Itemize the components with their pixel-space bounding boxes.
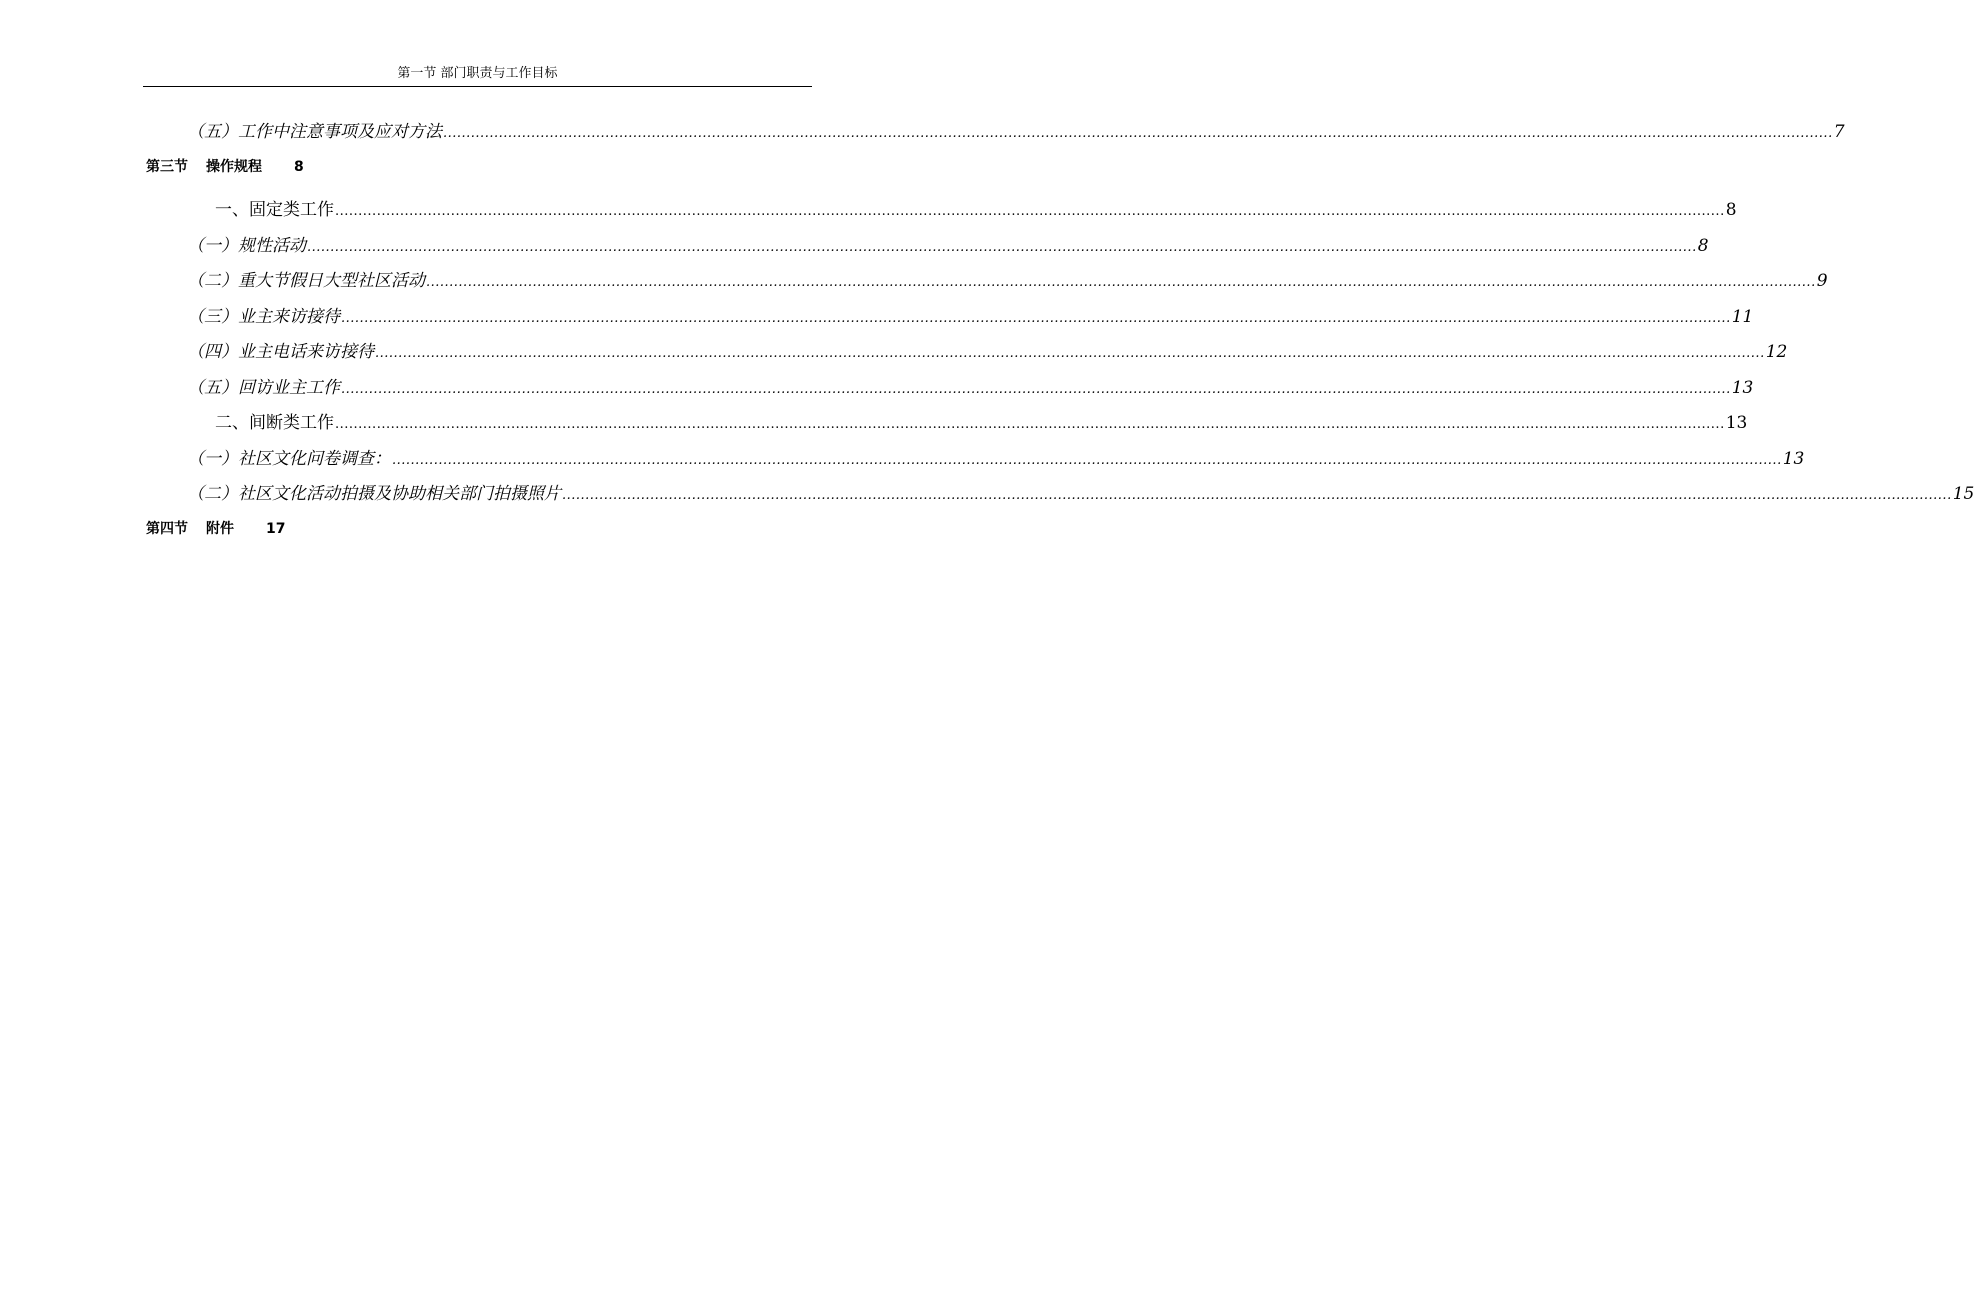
toc-entry-title: （五）工作中注意事项及应对方法 <box>187 122 442 142</box>
toc-leader-dots: ............................................................................................................................................................................................................................................................................................................ <box>335 204 1725 219</box>
toc-entry-title: （一）规性活动 <box>187 236 306 256</box>
toc-entry-title: 二、间断类工作 <box>215 413 334 433</box>
toc-section-number: 第三节 <box>146 159 188 175</box>
toc-leader-dots: ............................................................................................................................................................................................................................................................................................................ <box>375 346 1765 361</box>
toc-entry[interactable] <box>187 304 1754 330</box>
toc-section-heading[interactable] <box>146 516 285 542</box>
toc-entry[interactable] <box>187 339 1788 365</box>
toc-entry[interactable] <box>187 119 1845 145</box>
toc-leader-dots: ............................................................................................................................................................................................................................................................................................................ <box>443 126 1833 141</box>
toc-leader-dots: ............................................................................................................................................................................................................................................................................................................ <box>341 382 1731 397</box>
toc-leader-dots: ............................................................................................................................................................................................................................................................................................................ <box>341 311 1731 326</box>
toc-leader-dots: ............................................................................................................................................................................................................................................................................................................ <box>335 417 1725 432</box>
toc-entry-page: 8 <box>1697 236 1709 256</box>
toc-entry-title: （三）业主来访接待 <box>187 307 340 327</box>
toc-entry-title: （二）社区文化活动拍摄及协助相关部门拍摄照片 <box>187 484 561 504</box>
toc-section-number: 第四节 <box>146 521 188 537</box>
toc-entry-page: 13 <box>1725 413 1748 433</box>
toc-entry-page: 11 <box>1731 307 1754 327</box>
toc-section-page: 8 <box>294 159 304 175</box>
toc-leader-dots: ............................................................................................................................................................................................................................................................................................................ <box>392 453 1782 468</box>
toc-entry[interactable] <box>187 268 1828 294</box>
toc-entry[interactable] <box>187 446 1805 472</box>
toc-entry[interactable] <box>187 481 1974 507</box>
toc-entry-page: 13 <box>1731 378 1754 398</box>
toc-entry[interactable] <box>187 233 1709 259</box>
toc-entry-title: （四）业主电话来访接待 <box>187 342 374 362</box>
toc-entry-page: 9 <box>1816 271 1828 291</box>
toc-entry[interactable] <box>187 375 1754 401</box>
toc-leader-dots: ............................................................................................................................................................................................................................................................................................................ <box>426 275 1816 290</box>
toc-section-heading[interactable] <box>146 154 304 180</box>
toc-leader-dots: ............................................................................................................................................................................................................................................................................................................ <box>307 240 1697 255</box>
toc-entry-page: 12 <box>1765 342 1788 362</box>
toc-entry[interactable] <box>215 410 1748 436</box>
toc-entry-page: 7 <box>1833 122 1845 142</box>
toc-section-title: 附件 <box>206 521 234 537</box>
toc-leader-dots: ............................................................................................................................................................................................................................................................................................................ <box>562 488 1952 503</box>
toc-entry[interactable] <box>215 197 1737 223</box>
page-header <box>143 64 812 87</box>
toc-entry-title: （一）社区文化问卷调查： <box>187 449 391 469</box>
toc-entry-page: 15 <box>1952 484 1974 504</box>
toc-entry-title: （二）重大节假日大型社区活动 <box>187 271 425 291</box>
toc-entry-title: （五）回访业主工作 <box>187 378 340 398</box>
toc-entry-page: 8 <box>1725 200 1737 220</box>
toc-entry-title: 一、固定类工作 <box>215 200 334 220</box>
toc-section-page: 17 <box>266 521 286 537</box>
toc-entry-page: 13 <box>1782 449 1805 469</box>
page-header-text: 第一节 部门职责与工作目标 <box>397 66 558 81</box>
toc-section-title: 操作规程 <box>206 159 262 175</box>
